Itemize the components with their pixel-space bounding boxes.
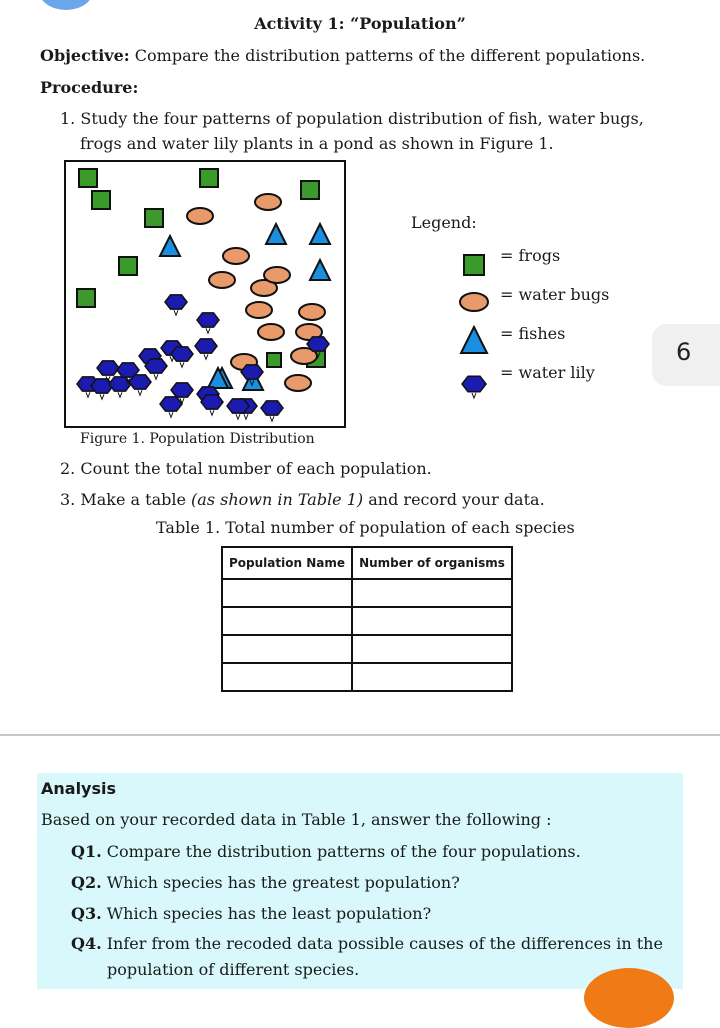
legend-title: Legend:	[411, 213, 477, 232]
frog-symbol	[267, 353, 281, 367]
q4-label: Q4.	[71, 934, 102, 953]
q1-text: Compare the distribution patterns of the four populations.	[106, 842, 581, 861]
legend-frogs: = frogs	[500, 246, 561, 265]
water-lily-symbol	[109, 377, 131, 391]
header-population-name: Population Name	[222, 547, 352, 579]
water-bug-symbol	[209, 272, 235, 288]
water-bug-symbol	[246, 302, 272, 318]
water-lily-stem	[154, 374, 158, 379]
water-lily-stem	[100, 394, 104, 399]
water-bug-symbol	[299, 304, 325, 320]
frog-symbol	[301, 181, 319, 199]
water-lily-symbol	[307, 337, 329, 351]
q1-label: Q1.	[71, 842, 102, 861]
water-lily-symbol	[462, 376, 486, 392]
water-lily-stem	[180, 362, 184, 367]
water-lily-symbol	[195, 339, 217, 353]
table-cell[interactable]	[352, 663, 512, 691]
decorative-blob	[38, 0, 94, 10]
q2-text: Which species has the greatest population?	[106, 873, 460, 892]
table-cell[interactable]	[222, 607, 352, 635]
water-lily-stem	[86, 392, 90, 397]
water-lily-stem	[118, 392, 122, 397]
water-lily-symbol	[160, 397, 182, 411]
population-table	[221, 546, 513, 692]
water-lily-stem	[169, 412, 173, 417]
table-cell[interactable]	[222, 663, 352, 691]
water-lily-stem	[174, 310, 178, 315]
fish-symbol	[310, 224, 330, 244]
water-lily-stem	[472, 393, 476, 398]
water-lily-symbol	[145, 359, 167, 373]
step-1-line-2: frogs and water lily plants in a pond as shown in Figure 1.	[80, 134, 554, 153]
water-lily-symbol	[165, 295, 187, 309]
question-4	[71, 934, 663, 953]
pond-diagram	[66, 162, 344, 426]
frog-symbol	[200, 169, 218, 187]
water-lily-stem	[204, 354, 208, 359]
q3-label: Q3.	[71, 904, 102, 923]
question-1	[71, 842, 581, 861]
table-cell[interactable]	[352, 607, 512, 635]
q3-text: Which species has the least population?	[106, 904, 432, 923]
activity-title: Activity 1: “Population”	[254, 14, 466, 33]
analysis-heading: Analysis	[41, 779, 117, 798]
water-bug-symbol	[187, 208, 213, 224]
objective-text: Compare the distribution patterns of the different populations.	[134, 46, 646, 65]
table-caption: Table 1. Total number of population of each species	[156, 518, 575, 537]
fish-symbol	[160, 236, 180, 256]
water-bug-symbol	[460, 293, 488, 311]
question-3	[71, 904, 431, 923]
water-bug-symbol	[264, 267, 290, 283]
step-1-line-1: 1. Study the four patterns of population distribution of fish, water bugs,	[60, 109, 644, 128]
water-lily-stem	[210, 410, 214, 415]
q4-line-1: Infer from the recoded data possible causes of the differences in the	[106, 934, 663, 953]
table-row	[222, 635, 512, 663]
water-bug-symbol	[258, 324, 284, 340]
water-lily-symbol	[241, 365, 263, 379]
frog-symbol	[119, 257, 137, 275]
legend-fishes: = fishes	[500, 324, 566, 343]
water-lily-symbol	[171, 347, 193, 361]
table-row	[222, 607, 512, 635]
step-3-prefix: 3. Make a table	[60, 490, 192, 509]
analysis-panel	[37, 773, 683, 989]
objective-label: Objective:	[40, 46, 130, 65]
step-3-suffix: and record your data.	[363, 490, 545, 509]
frog-symbol	[79, 169, 97, 187]
section-divider	[0, 734, 720, 736]
page-number-tab	[652, 324, 720, 386]
water-lily-symbol	[261, 401, 283, 415]
frog-symbol	[145, 209, 163, 227]
procedure-label: Procedure:	[40, 78, 139, 97]
water-lily-symbol	[129, 375, 151, 389]
q4-line-2: population of different species.	[107, 960, 360, 979]
table-cell[interactable]	[222, 635, 352, 663]
population-distribution-figure	[64, 160, 346, 428]
fish-symbol	[461, 327, 487, 353]
water-lily-symbol	[97, 361, 119, 375]
water-lily-stem	[244, 414, 248, 419]
question-2	[71, 873, 460, 892]
header-number-of-organisms: Number of organisms	[352, 547, 512, 579]
q2-label: Q2.	[71, 873, 102, 892]
table-header-row	[222, 547, 512, 579]
water-bug-symbol	[223, 248, 249, 264]
objective	[40, 46, 645, 65]
water-bug-symbol	[255, 194, 281, 210]
fish-symbol	[266, 224, 286, 244]
table-cell[interactable]	[352, 579, 512, 607]
page-number: 6	[676, 338, 692, 366]
fish-symbol	[310, 260, 330, 280]
water-lily-stem	[138, 390, 142, 395]
step-3	[60, 490, 545, 509]
legend-water-bugs: = water bugs	[500, 285, 610, 304]
table-row	[222, 579, 512, 607]
legend-water-lily: = water lily	[500, 363, 595, 382]
table-cell[interactable]	[352, 635, 512, 663]
water-lily-symbol	[201, 395, 223, 409]
figure-caption: Figure 1. Population Distribution	[80, 431, 315, 447]
frog-symbol	[92, 191, 110, 209]
water-bug-symbol	[285, 375, 311, 391]
step-2: 2. Count the total number of each population.	[60, 459, 432, 478]
water-lily-symbol	[171, 383, 193, 397]
frog-symbol	[77, 289, 95, 307]
analysis-intro: Based on your recorded data in Table 1, answer the following :	[41, 810, 552, 829]
water-lily-symbol	[227, 399, 249, 413]
water-lily-stem	[270, 416, 274, 421]
frog-symbol	[464, 255, 484, 275]
step-3-italic: (as shown in Table 1)	[191, 490, 364, 509]
table-row	[222, 663, 512, 691]
water-lily-symbol	[197, 313, 219, 327]
water-lily-stem	[206, 328, 210, 333]
table-cell[interactable]	[222, 579, 352, 607]
decorative-orange-blob	[584, 968, 674, 1028]
water-lily-stem	[236, 414, 240, 419]
